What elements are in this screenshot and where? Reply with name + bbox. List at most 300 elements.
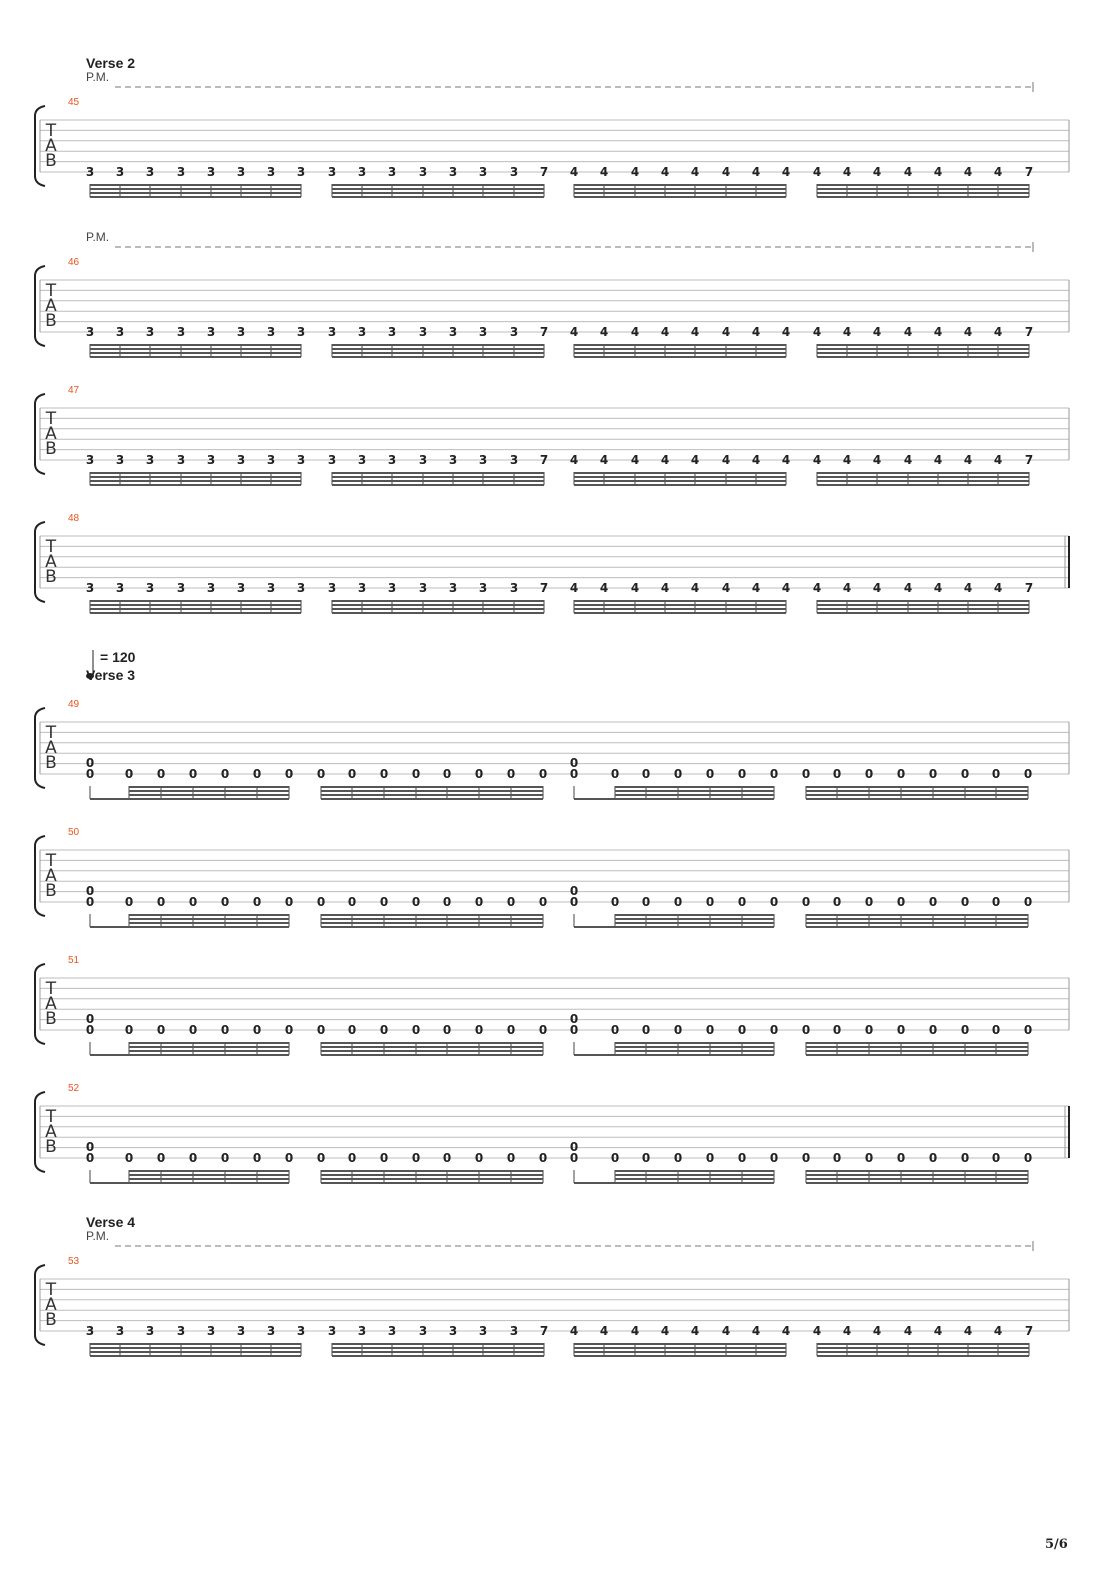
fret-number: 0 (610, 767, 620, 781)
fret-number: 3 (176, 325, 186, 339)
fret-number: 4 (812, 453, 822, 467)
fret-number: 0 (1023, 1023, 1033, 1037)
fret-number: 0 (864, 1151, 874, 1165)
fret-number: 4 (630, 1324, 640, 1338)
fret-number: 3 (236, 453, 246, 467)
fret-number: 3 (266, 1324, 276, 1338)
fret-number: 4 (842, 325, 852, 339)
fret-number: 4 (630, 325, 640, 339)
fret-number: 3 (206, 325, 216, 339)
fret-number: 0 (801, 767, 811, 781)
fret-number: 4 (721, 453, 731, 467)
fret-number: 0 (991, 1151, 1001, 1165)
measure-number: 51 (68, 955, 80, 966)
tab-clef-letter: T (45, 121, 57, 141)
fret-number: 3 (327, 1324, 337, 1338)
fret-number: 4 (933, 165, 943, 179)
fret-number: 4 (842, 453, 852, 467)
fret-number: 0 (928, 1023, 938, 1037)
fret-number: 4 (781, 325, 791, 339)
fret-number: 0 (85, 767, 95, 781)
fret-number: 7 (539, 581, 549, 595)
fret-number: 0 (284, 1023, 294, 1037)
fret-number: 4 (660, 453, 670, 467)
fret-number: 4 (872, 1324, 882, 1338)
fret-number: 0 (316, 1023, 326, 1037)
fret-number: 0 (156, 1151, 166, 1165)
fret-number: 4 (872, 325, 882, 339)
fret-number: 3 (85, 165, 95, 179)
section-label: Verse 3 (86, 667, 136, 683)
fret-number: 0 (442, 1023, 452, 1037)
fret-number: 3 (448, 1324, 458, 1338)
fret-number: 4 (721, 165, 731, 179)
fret-number: 3 (115, 1324, 125, 1338)
tab-clef-letter: B (45, 567, 57, 587)
tab-clef-letter: A (45, 424, 57, 444)
fret-number: 0 (1023, 895, 1033, 909)
fret-number: 3 (509, 1324, 519, 1338)
fret-number: 3 (176, 1324, 186, 1338)
fret-number: 0 (896, 1151, 906, 1165)
fret-number: 4 (993, 165, 1003, 179)
fret-number: 0 (641, 767, 651, 781)
tab-clef-letter: T (45, 979, 57, 999)
fret-number: 7 (1024, 165, 1034, 179)
fret-number: 0 (474, 767, 484, 781)
fret-number: 3 (357, 453, 367, 467)
fret-number: 4 (660, 1324, 670, 1338)
fret-number-upper: 0 (85, 1140, 95, 1154)
fret-number: 0 (769, 1023, 779, 1037)
fret-number: 4 (842, 165, 852, 179)
fret-number: 0 (379, 1151, 389, 1165)
fret-number: 0 (316, 895, 326, 909)
fret-number: 0 (188, 1023, 198, 1037)
fret-number: 0 (705, 895, 715, 909)
fret-number: 4 (569, 165, 579, 179)
fret-number: 0 (506, 895, 516, 909)
fret-number: 0 (737, 767, 747, 781)
fret-number: 4 (630, 453, 640, 467)
fret-number: 3 (509, 453, 519, 467)
fret-number: 0 (252, 895, 262, 909)
fret-number: 4 (933, 325, 943, 339)
fret-number: 0 (832, 895, 842, 909)
fret-number: 4 (660, 165, 670, 179)
fret-number: 0 (960, 767, 970, 781)
fret-number: 0 (864, 895, 874, 909)
fret-number: 7 (1024, 453, 1034, 467)
fret-number: 0 (411, 767, 421, 781)
fret-number: 3 (236, 1324, 246, 1338)
measure-number: 45 (68, 97, 80, 108)
fret-number: 0 (641, 1151, 651, 1165)
fret-number: 3 (85, 325, 95, 339)
fret-number-upper: 0 (569, 1012, 579, 1026)
fret-number: 3 (145, 325, 155, 339)
fret-number: 3 (115, 325, 125, 339)
fret-number: 3 (296, 325, 306, 339)
fret-number: 3 (478, 581, 488, 595)
fret-number: 4 (903, 325, 913, 339)
fret-number: 4 (812, 325, 822, 339)
fret-number: 0 (1023, 1151, 1033, 1165)
fret-number: 0 (737, 1023, 747, 1037)
fret-number: 3 (448, 581, 458, 595)
fret-number: 0 (960, 1023, 970, 1037)
fret-number: 0 (928, 767, 938, 781)
fret-number: 3 (236, 165, 246, 179)
fret-number: 4 (812, 165, 822, 179)
fret-number: 0 (156, 767, 166, 781)
fret-number: 0 (928, 895, 938, 909)
fret-number: 4 (630, 165, 640, 179)
tab-clef-letter: T (45, 281, 57, 301)
fret-number: 0 (801, 1151, 811, 1165)
fret-number: 4 (963, 325, 973, 339)
fret-number: 3 (418, 453, 428, 467)
fret-number: 0 (220, 1023, 230, 1037)
fret-number: 3 (448, 453, 458, 467)
fret-number: 3 (387, 165, 397, 179)
tab-clef-letter: T (45, 1280, 57, 1300)
fret-number: 4 (812, 581, 822, 595)
fret-number: 0 (991, 767, 1001, 781)
fret-number: 0 (864, 1023, 874, 1037)
fret-number: 0 (673, 767, 683, 781)
fret-number: 4 (781, 581, 791, 595)
fret-number-upper: 0 (85, 1012, 95, 1026)
fret-number: 3 (327, 325, 337, 339)
fret-number: 4 (903, 165, 913, 179)
fret-number: 3 (387, 325, 397, 339)
fret-number: 0 (641, 895, 651, 909)
fret-number: 3 (448, 165, 458, 179)
fret-number: 4 (963, 1324, 973, 1338)
fret-number: 0 (569, 767, 579, 781)
fret-number: 4 (721, 581, 731, 595)
tab-clef-letter: T (45, 409, 57, 429)
fret-number: 4 (751, 165, 761, 179)
fret-number: 3 (387, 1324, 397, 1338)
fret-number: 0 (347, 1151, 357, 1165)
fret-number: 0 (991, 1023, 1001, 1037)
fret-number: 0 (379, 895, 389, 909)
fret-number: 7 (539, 165, 549, 179)
fret-number: 4 (903, 1324, 913, 1338)
fret-number: 4 (993, 581, 1003, 595)
fret-number: 3 (176, 581, 186, 595)
measure-number: 50 (68, 827, 80, 838)
fret-number: 0 (769, 767, 779, 781)
tab-clef-letter: B (45, 1009, 57, 1029)
fret-number: 0 (411, 1023, 421, 1037)
tab-system (35, 1092, 1069, 1183)
fret-number: 4 (569, 581, 579, 595)
fret-number: 3 (85, 581, 95, 595)
fret-number: 4 (751, 1324, 761, 1338)
tab-clef-letter: A (45, 296, 57, 316)
fret-number: 0 (379, 1023, 389, 1037)
fret-number-upper: 0 (85, 884, 95, 898)
tab-clef-letter: A (45, 1295, 57, 1315)
fret-number: 4 (812, 1324, 822, 1338)
fret-number: 0 (474, 1151, 484, 1165)
fret-number: 4 (993, 453, 1003, 467)
fret-number: 0 (411, 1151, 421, 1165)
fret-number: 0 (928, 1151, 938, 1165)
fret-number: 0 (156, 895, 166, 909)
fret-number: 4 (993, 325, 1003, 339)
fret-number: 0 (252, 767, 262, 781)
fret-number: 4 (933, 453, 943, 467)
fret-number: 0 (673, 1023, 683, 1037)
fret-number: 3 (478, 165, 488, 179)
fret-number: 0 (896, 767, 906, 781)
tab-clef-letter: A (45, 994, 57, 1014)
fret-number: 3 (145, 581, 155, 595)
fret-number: 4 (569, 453, 579, 467)
fret-number: 3 (327, 453, 337, 467)
fret-number: 3 (145, 1324, 155, 1338)
fret-number: 3 (85, 453, 95, 467)
tab-system (35, 1241, 1069, 1356)
fret-number: 4 (963, 453, 973, 467)
fret-number: 4 (569, 325, 579, 339)
section-label: Verse 2 (86, 55, 136, 71)
section-label: Verse 4 (86, 1214, 136, 1230)
fret-number: 3 (236, 325, 246, 339)
fret-number: 0 (538, 1023, 548, 1037)
fret-number: 0 (284, 767, 294, 781)
tab-system (35, 836, 1069, 927)
fret-number: 0 (284, 895, 294, 909)
tab-clef-letter: A (45, 1122, 57, 1142)
fret-number: 0 (474, 1023, 484, 1037)
tab-clef-letter: A (45, 136, 57, 156)
palm-mute-label: P.M. (86, 1229, 110, 1243)
fret-number: 0 (705, 1151, 715, 1165)
fret-number: 3 (85, 1324, 95, 1338)
fret-number: 0 (124, 767, 134, 781)
fret-number: 4 (721, 325, 731, 339)
page-number: 5/6 (1045, 1537, 1068, 1552)
fret-number: 0 (801, 1023, 811, 1037)
fret-number: 3 (296, 453, 306, 467)
fret-number: 0 (124, 895, 134, 909)
fret-number: 0 (896, 1023, 906, 1037)
fret-number: 0 (673, 1151, 683, 1165)
fret-number: 0 (538, 1151, 548, 1165)
fret-number: 3 (296, 1324, 306, 1338)
tab-clef-letter: B (45, 1310, 57, 1330)
fret-number: 4 (993, 1324, 1003, 1338)
measure-number: 52 (68, 1083, 80, 1094)
fret-number: 4 (872, 165, 882, 179)
fret-number: 0 (252, 1151, 262, 1165)
fret-number: 0 (284, 1151, 294, 1165)
fret-number: 3 (206, 165, 216, 179)
fret-number: 3 (296, 581, 306, 595)
fret-number: 0 (538, 767, 548, 781)
fret-number: 4 (781, 1324, 791, 1338)
fret-number: 0 (960, 895, 970, 909)
fret-number: 0 (991, 895, 1001, 909)
tab-system (35, 650, 1069, 799)
fret-number-upper: 0 (85, 756, 95, 770)
tab-clef-letter: B (45, 753, 57, 773)
tempo-marking: = 120 (100, 649, 136, 665)
fret-number: 0 (124, 1151, 134, 1165)
fret-number: 3 (115, 165, 125, 179)
fret-number: 7 (539, 1324, 549, 1338)
fret-number: 3 (176, 165, 186, 179)
fret-number: 3 (418, 581, 428, 595)
fret-number: 7 (539, 453, 549, 467)
fret-number: 4 (933, 581, 943, 595)
fret-number: 3 (509, 165, 519, 179)
fret-number: 4 (660, 325, 670, 339)
fret-number: 0 (705, 767, 715, 781)
fret-number: 7 (1024, 581, 1034, 595)
measure-number: 46 (68, 257, 80, 268)
fret-number: 0 (506, 1023, 516, 1037)
fret-number: 3 (296, 165, 306, 179)
fret-number: 0 (85, 895, 95, 909)
tab-clef-letter: B (45, 151, 57, 171)
fret-number: 4 (872, 581, 882, 595)
fret-number: 4 (781, 453, 791, 467)
fret-number: 0 (124, 1023, 134, 1037)
fret-number-upper: 0 (569, 1140, 579, 1154)
fret-number: 3 (478, 453, 488, 467)
fret-number: 3 (418, 1324, 428, 1338)
fret-number: 0 (737, 895, 747, 909)
fret-number: 3 (327, 165, 337, 179)
tab-clef-letter: B (45, 1137, 57, 1157)
fret-number: 3 (418, 325, 428, 339)
fret-number: 0 (641, 1023, 651, 1037)
measure-number: 48 (68, 513, 80, 524)
fret-number: 4 (569, 1324, 579, 1338)
fret-number: 0 (832, 767, 842, 781)
fret-number: 3 (387, 581, 397, 595)
fret-number: 0 (864, 767, 874, 781)
fret-number: 3 (206, 581, 216, 595)
fret-number: 0 (252, 1023, 262, 1037)
fret-number: 0 (832, 1023, 842, 1037)
tab-clef-letter: T (45, 851, 57, 871)
fret-number: 7 (539, 325, 549, 339)
fret-number: 0 (960, 1151, 970, 1165)
tab-system (35, 522, 1069, 613)
tab-clef-letter: A (45, 552, 57, 572)
fret-number: 0 (442, 767, 452, 781)
fret-number: 4 (690, 1324, 700, 1338)
fret-number: 0 (896, 895, 906, 909)
fret-number: 0 (188, 767, 198, 781)
fret-number: 4 (751, 453, 761, 467)
tab-system (35, 82, 1069, 197)
fret-number: 0 (188, 1151, 198, 1165)
fret-number: 3 (357, 325, 367, 339)
fret-number: 4 (599, 581, 609, 595)
fret-number: 4 (963, 581, 973, 595)
fret-number: 3 (357, 165, 367, 179)
fret-number: 4 (599, 1324, 609, 1338)
fret-number: 3 (327, 581, 337, 595)
fret-number: 4 (903, 581, 913, 595)
fret-number: 0 (474, 895, 484, 909)
fret-number: 3 (115, 453, 125, 467)
fret-number-upper: 0 (569, 884, 579, 898)
fret-number: 0 (506, 1151, 516, 1165)
fret-number: 3 (206, 453, 216, 467)
fret-number: 0 (538, 895, 548, 909)
fret-number: 4 (660, 581, 670, 595)
fret-number: 4 (599, 453, 609, 467)
fret-number: 0 (569, 1023, 579, 1037)
tab-clef-letter: T (45, 1107, 57, 1127)
fret-number: 0 (347, 767, 357, 781)
fret-number: 0 (610, 1151, 620, 1165)
fret-number: 4 (599, 165, 609, 179)
fret-number: 0 (347, 1023, 357, 1037)
fret-number: 0 (85, 1023, 95, 1037)
measure-number: 53 (68, 1256, 80, 1267)
fret-number: 0 (442, 895, 452, 909)
fret-number: 0 (506, 767, 516, 781)
fret-number: 0 (832, 1151, 842, 1165)
fret-number: 3 (418, 165, 428, 179)
fret-number: 3 (509, 325, 519, 339)
fret-number: 4 (781, 165, 791, 179)
fret-number-upper: 0 (569, 756, 579, 770)
palm-mute-label: P.M. (86, 230, 110, 244)
fret-number: 4 (690, 453, 700, 467)
fret-number: 0 (188, 895, 198, 909)
fret-number: 4 (690, 581, 700, 595)
fret-number: 0 (769, 895, 779, 909)
tab-clef-letter: B (45, 881, 57, 901)
fret-number: 4 (721, 1324, 731, 1338)
fret-number: 0 (316, 1151, 326, 1165)
fret-number: 0 (737, 1151, 747, 1165)
fret-number: 3 (115, 581, 125, 595)
fret-number: 0 (379, 767, 389, 781)
tab-system (35, 242, 1069, 357)
fret-number: 4 (903, 453, 913, 467)
fret-number: 0 (316, 767, 326, 781)
fret-number: 4 (842, 581, 852, 595)
fret-number: 0 (705, 1023, 715, 1037)
measure-number: 49 (68, 699, 80, 710)
fret-number: 0 (673, 895, 683, 909)
fret-number: 0 (610, 895, 620, 909)
fret-number: 4 (842, 1324, 852, 1338)
fret-number: 0 (801, 895, 811, 909)
tab-clef-letter: B (45, 439, 57, 459)
fret-number: 4 (690, 325, 700, 339)
fret-number: 4 (751, 325, 761, 339)
fret-number: 4 (630, 581, 640, 595)
fret-number: 0 (411, 895, 421, 909)
fret-number: 0 (85, 1151, 95, 1165)
fret-number: 3 (206, 1324, 216, 1338)
fret-number: 4 (690, 165, 700, 179)
tab-clef-letter: A (45, 738, 57, 758)
